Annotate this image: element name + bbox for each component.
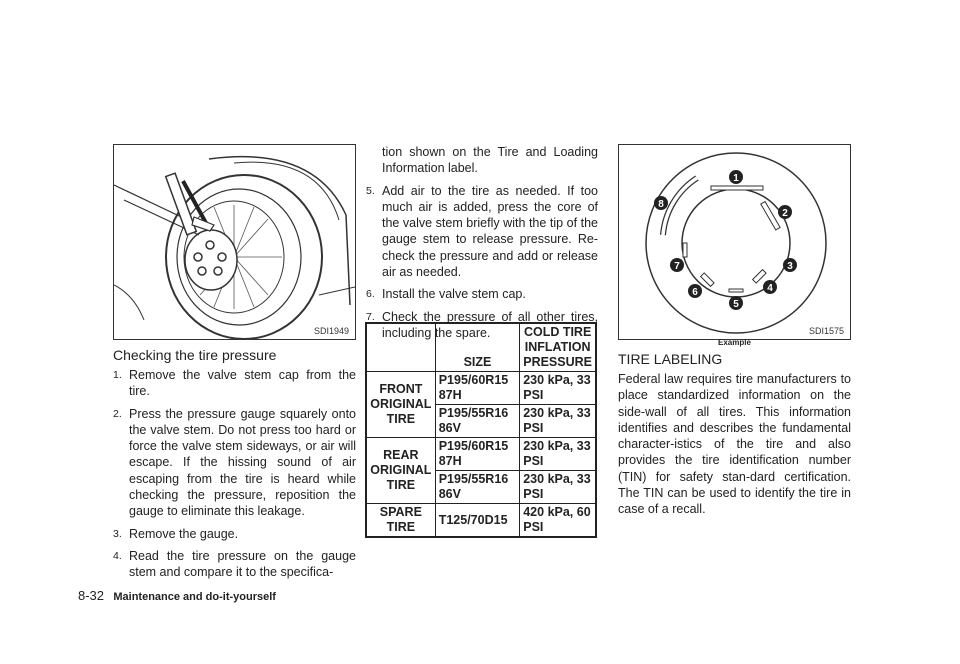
tire-gauge-illustration bbox=[114, 145, 355, 339]
label-4: 4 bbox=[767, 283, 773, 294]
table-row bbox=[366, 372, 596, 405]
row-group-label: SPARE TIRE bbox=[366, 504, 435, 538]
step-number: 6. bbox=[366, 288, 375, 301]
list-item bbox=[366, 183, 598, 281]
list-item bbox=[113, 526, 356, 542]
list-item bbox=[113, 367, 356, 400]
section-title: Maintenance and do-it-yourself bbox=[113, 591, 276, 603]
size-cell: P195/60R15 87H bbox=[435, 372, 520, 405]
step-number: 3. bbox=[113, 527, 122, 540]
list-item bbox=[113, 406, 356, 520]
steps-list bbox=[113, 367, 356, 581]
left-column bbox=[113, 346, 356, 587]
size-cell: P195/55R16 86V bbox=[435, 405, 520, 438]
step-text: Remove the valve stem cap from the tire. bbox=[129, 368, 356, 399]
page-number: 8-32 bbox=[78, 588, 105, 603]
step-text: Add air to the tire as needed. If too much air is added, press the core of the valve stem briefly with the tip of the gauge stem to release pressure. Re-check the pressure and add or release air as needed. bbox=[382, 183, 598, 280]
continuation-text: tion shown on the Tire and Loading Information label. bbox=[382, 145, 598, 176]
label-7: 7 bbox=[674, 261, 680, 272]
pressure-cell: 230 kPa, 33 PSI bbox=[520, 471, 596, 504]
size-cell: T125/70D15 bbox=[435, 504, 520, 538]
list-item bbox=[113, 548, 356, 581]
step-text: Press the pressure gauge squarely onto the valve stem. Do not press too hard or force the valve stem sideways, or air will escape. If the hissing sound of air escaping from the tire is heard while checking the pressure, reposition the gauge to eliminate this leakage. bbox=[129, 406, 356, 519]
step-number: 1. bbox=[113, 369, 122, 381]
pressure-cell: 230 kPa, 33 PSI bbox=[520, 438, 596, 471]
table-header-size: SIZE bbox=[435, 323, 520, 372]
table-row bbox=[366, 504, 596, 538]
list-item bbox=[366, 286, 598, 302]
steps-list bbox=[366, 183, 598, 342]
label-6: 6 bbox=[692, 287, 698, 298]
step-text: Install the valve stem cap. bbox=[382, 287, 526, 302]
table-header-row bbox=[366, 323, 596, 372]
step-number: 4. bbox=[113, 549, 122, 562]
page-footer bbox=[78, 588, 276, 603]
label-5: 5 bbox=[733, 299, 739, 310]
label-8: 8 bbox=[658, 199, 664, 210]
table-header-blank bbox=[366, 323, 435, 372]
label-1: 1 bbox=[733, 173, 739, 184]
section-heading: Checking the tire pressure bbox=[113, 347, 277, 363]
step-number: 5. bbox=[366, 184, 375, 197]
pressure-cell: 230 kPa, 33 PSI bbox=[520, 372, 596, 405]
step-text: Check the pressure of all other tires, including the spare. bbox=[382, 309, 598, 340]
figure-caption: Example bbox=[718, 338, 751, 347]
section-heading: TIRE LABELING bbox=[618, 351, 723, 367]
tire-labeling-figure bbox=[618, 144, 851, 340]
row-group-label: REAR ORIGINAL TIRE bbox=[366, 438, 435, 504]
table-row bbox=[366, 438, 596, 471]
step-number: 7. bbox=[366, 310, 375, 323]
tire-pressure-table bbox=[365, 322, 597, 538]
pressure-cell: 420 kPa, 60 PSI bbox=[520, 504, 596, 538]
tire-pressure-figure bbox=[113, 144, 356, 340]
step-number: 2. bbox=[113, 407, 122, 420]
size-cell: P195/60R15 87H bbox=[435, 438, 520, 471]
label-2: 2 bbox=[782, 208, 788, 219]
size-cell: P195/55R16 86V bbox=[435, 471, 520, 504]
figure-code: SDI1949 bbox=[313, 326, 349, 336]
step-text: Remove the gauge. bbox=[129, 526, 239, 541]
body-paragraph: Federal law requires tire manufacturers to place standardized information on the side-wall of all tires. This information identifies and describes the fundamental character-istics of the tire and also provides the tire identification number (TIN) for safety stan-dard certification. The TIN can be used to identify the tire in case of a recall. bbox=[618, 372, 851, 517]
middle-column bbox=[366, 144, 598, 347]
tire-sidewall-diagram bbox=[619, 145, 850, 339]
right-column bbox=[618, 350, 851, 518]
pressure-cell: 230 kPa, 33 PSI bbox=[520, 405, 596, 438]
step-text: Read the tire pressure on the gauge stem and compare it to the specifica- bbox=[129, 548, 356, 580]
figure-code: SDI1575 bbox=[808, 326, 844, 336]
row-group-label: FRONT ORIGINAL TIRE bbox=[366, 372, 435, 438]
label-3: 3 bbox=[787, 261, 793, 272]
table-header-pressure: COLD TIRE INFLATION PRESSURE bbox=[520, 323, 596, 372]
